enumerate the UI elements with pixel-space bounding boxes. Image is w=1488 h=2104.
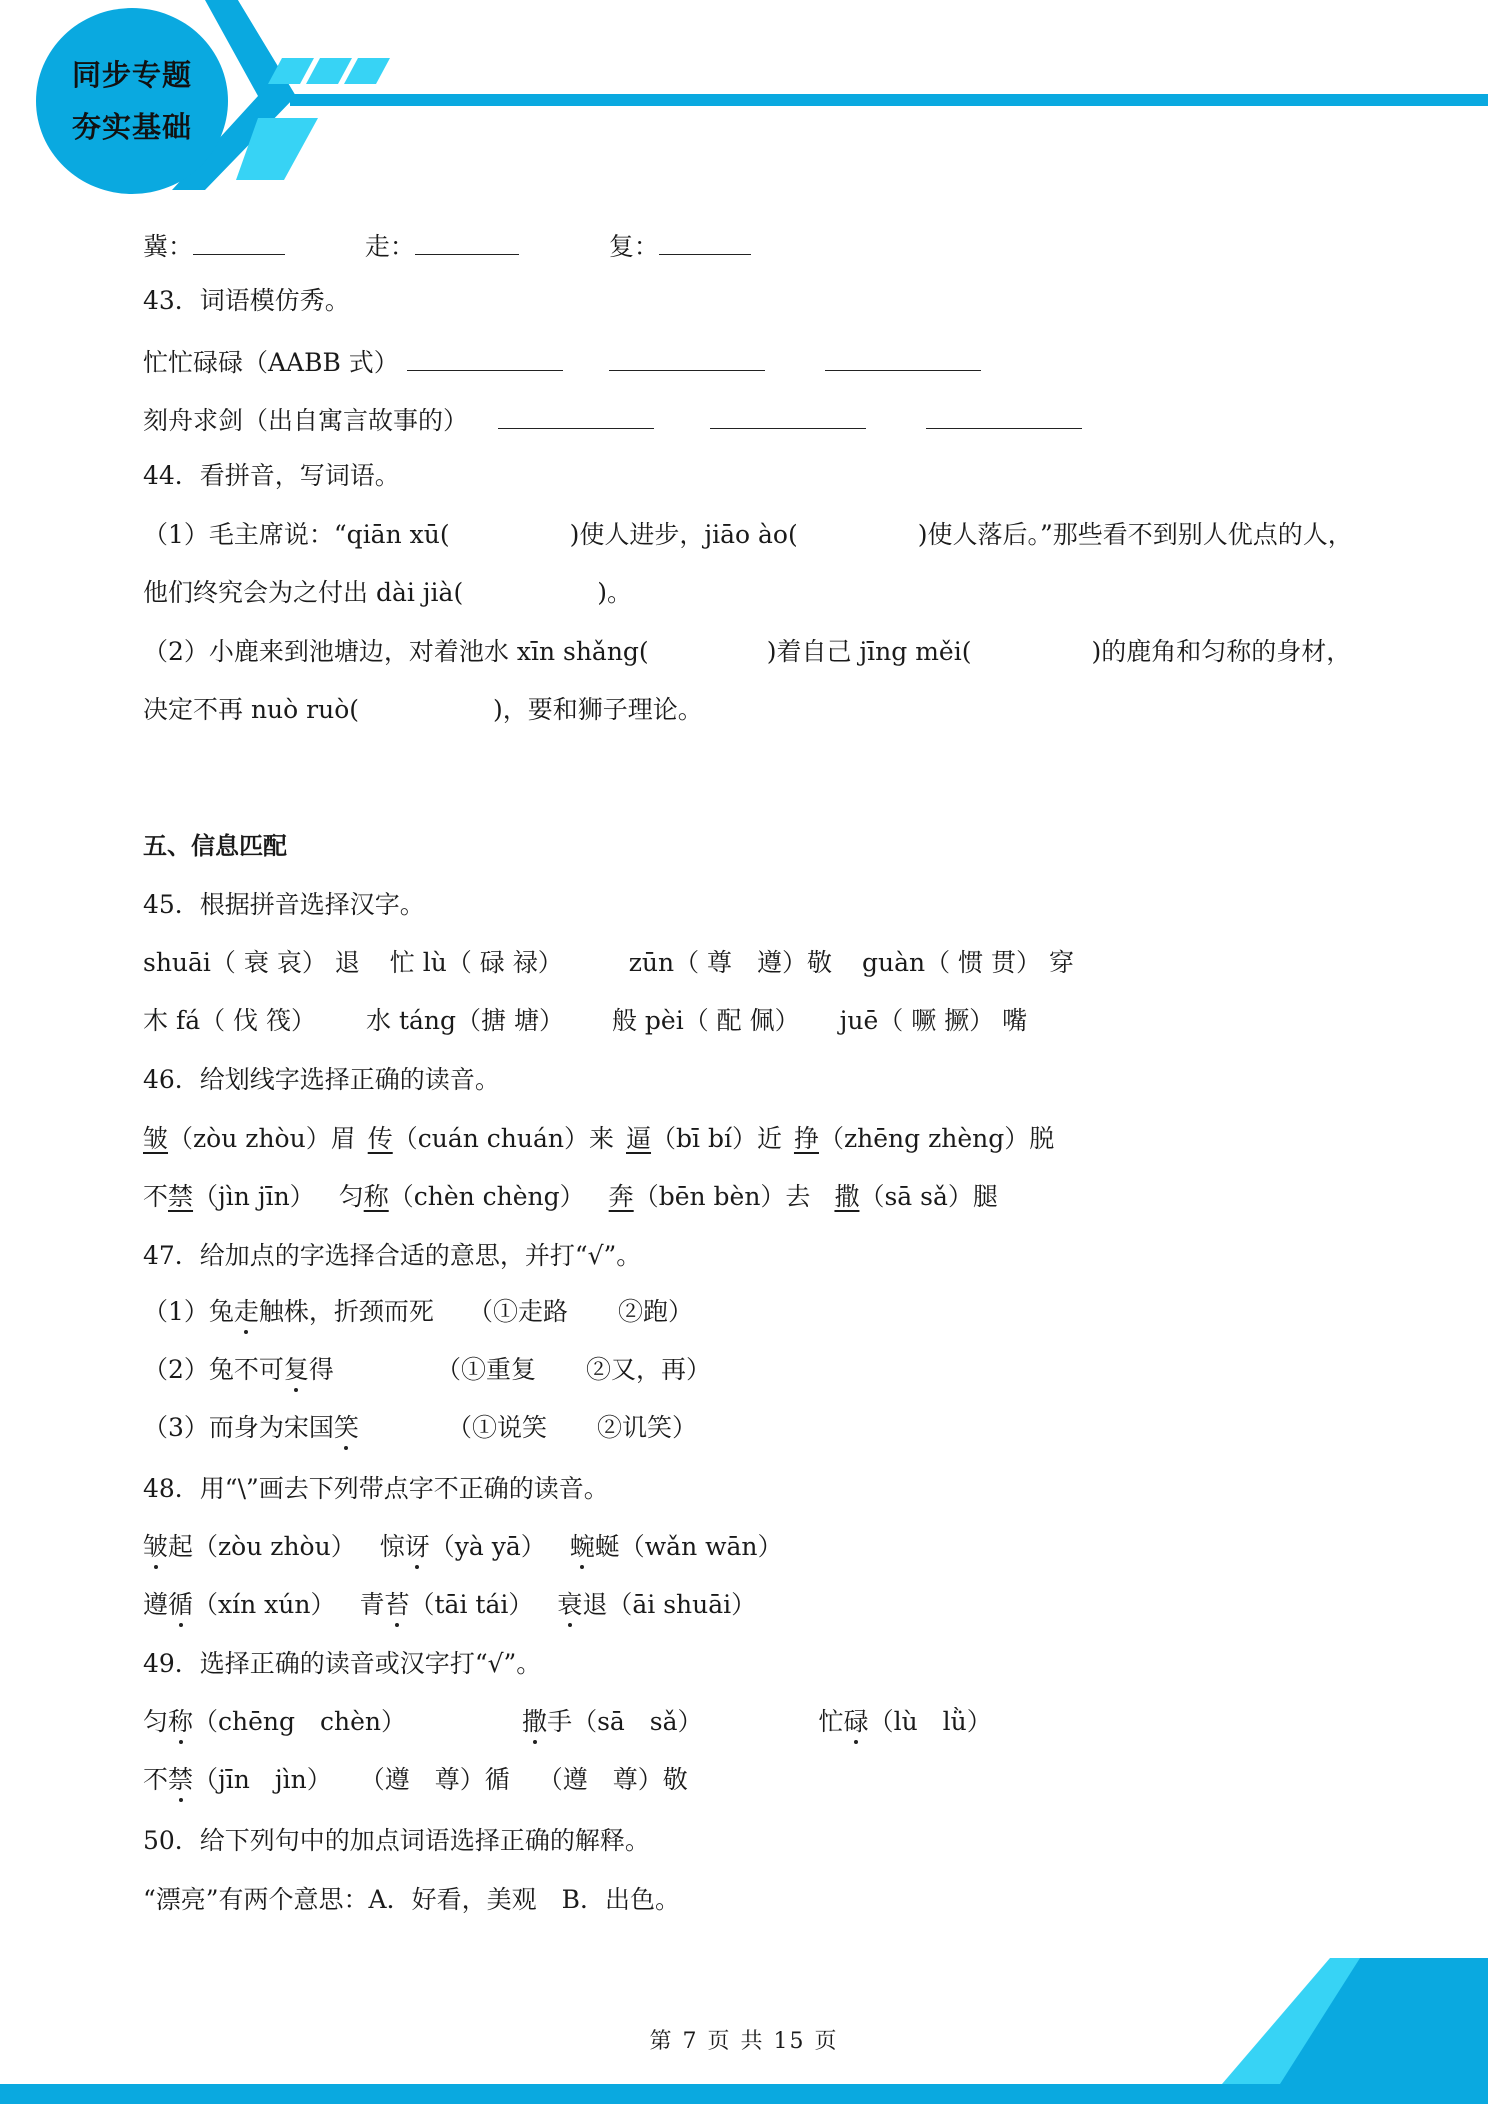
question-48: 48．用“\”画去下列带点字不正确的读音。 (143, 1474, 609, 1503)
label-zou: 走： (364, 232, 415, 261)
dotted-char: 蜿 (569, 1532, 595, 1561)
blank[interactable] (415, 228, 519, 255)
blank[interactable] (193, 228, 285, 255)
blank[interactable] (825, 344, 981, 371)
dotted-char: 称 (168, 1707, 194, 1736)
q44-1-line-b (143, 577, 632, 609)
dotted-char: 撒 (522, 1707, 548, 1736)
q45-item[interactable]: zūn（ 尊 遵）敬 (628, 948, 833, 977)
plain-char: 不 (143, 1765, 169, 1794)
q48-item[interactable]: 起（zòu zhòu） (168, 1532, 356, 1561)
q45-item[interactable]: 水 táng（搪 塘） (366, 1006, 564, 1035)
plain-char: 忙 (818, 1707, 844, 1736)
q48-item[interactable]: （xín xún） (193, 1590, 336, 1619)
q49-row-1 (143, 1706, 992, 1738)
blank[interactable] (498, 402, 654, 429)
q50-definition: “漂亮”有两个意思：A．好看，美观 B．出色。 (143, 1885, 680, 1914)
header-badge (36, 8, 228, 194)
badge-line-1: 同步专题 (71, 58, 192, 92)
q47-text: 得 (308, 1355, 334, 1384)
q45-row-1 (143, 947, 1074, 979)
blank[interactable] (926, 402, 1082, 429)
pinyin-options[interactable]: （zòu zhòu）眉 (168, 1124, 356, 1153)
q44-2-line-a (143, 636, 1351, 668)
q47-options[interactable]: （①走路 ②跑） (467, 1297, 693, 1326)
q49-item[interactable]: （lù lǜ） (868, 1707, 992, 1736)
q45-item[interactable]: shuāi（ 衰 哀） 退 (143, 948, 360, 977)
q44-2b: )着自己 jīng měi( (766, 637, 972, 666)
q47-item-3 (143, 1412, 697, 1444)
blank[interactable] (407, 344, 563, 371)
q49-item[interactable]: （chēng chèn） (193, 1707, 407, 1736)
q44-1d: 他们终究会为之付出 dài jià( (143, 578, 464, 607)
question-44: 44．看拼音，写词语。 (143, 461, 400, 490)
plain-char: 遵 (143, 1590, 169, 1619)
pinyin-options[interactable]: （jìn jīn） (193, 1182, 315, 1211)
underlined-char: 皱 (143, 1124, 169, 1153)
q48-row-1 (143, 1531, 783, 1563)
blank[interactable] (710, 402, 866, 429)
plain-char: 匀 (143, 1707, 169, 1736)
q44-1b: )使人进步，jiāo ào( (569, 520, 798, 549)
pinyin-options[interactable]: （sā sǎ）腿 (859, 1182, 998, 1211)
dotted-char: 苔 (384, 1590, 410, 1619)
underlined-char: 逼 (626, 1124, 652, 1153)
q47-text: （2）兔不可 (143, 1355, 284, 1384)
question-50: 50．给下列句中的加点词语选择正确的解释。 (143, 1826, 650, 1855)
q44-1-line-a (143, 519, 1353, 551)
question-47: 47．给加点的字选择合适的意思，并打“√”。 (143, 1241, 642, 1270)
q43a-label: 忙忙碌碌（AABB 式） (143, 348, 399, 377)
q46-row-2 (143, 1181, 998, 1213)
dotted-char: 笑 (333, 1413, 359, 1442)
q49-item[interactable]: （遵 尊）敬 (537, 1765, 688, 1794)
dotted-char: 讶 (404, 1532, 430, 1561)
q44-2a: （2）小鹿来到池塘边，对着池水 xīn shǎng( (143, 637, 649, 666)
dotted-char: 复 (283, 1355, 309, 1384)
q49-item[interactable]: （jīn jìn） (193, 1765, 332, 1794)
q47-options[interactable]: （①重复 ②又，再） (435, 1355, 711, 1384)
q44-2c: )的鹿角和匀称的身材， (1091, 637, 1352, 666)
pinyin-options[interactable]: （cuán chuán）来 (392, 1124, 614, 1153)
underlined-char: 传 (367, 1124, 393, 1153)
section-heading-5: 五、信息匹配 (143, 832, 287, 860)
q47-options[interactable]: （①说笑 ②讥笑） (446, 1413, 697, 1442)
q44-1a: （1）毛主席说：“qiān xū( (143, 520, 450, 549)
label-ji: 冀： (143, 232, 194, 261)
question-46: 46．给划线字选择正确的读音。 (143, 1065, 500, 1094)
plain-char: 青 (359, 1590, 385, 1619)
label-fu: 复： (608, 232, 659, 261)
q43b-label: 刻舟求剑（出自寓言故事的） (143, 406, 469, 435)
q48-item[interactable]: （yà yā） (429, 1532, 546, 1561)
q45-item[interactable]: 般 pèi（ 配 佩） (611, 1006, 800, 1035)
q45-item[interactable]: 忙 lù（ 碌 禄） (389, 948, 563, 977)
underlined-char: 称 (363, 1182, 389, 1211)
pinyin-options[interactable]: （chèn chèng） (388, 1182, 585, 1211)
q44-2d: 决定不再 nuò ruò( (143, 695, 360, 724)
dotted-char: 走 (233, 1297, 259, 1326)
q44-1c: )使人落后。”那些看不到别人优点的人， (917, 520, 1353, 549)
q45-item[interactable]: guàn（ 惯 贯） 穿 (862, 948, 1074, 977)
q47-text: 触株，折颈而死 (258, 1297, 434, 1326)
blank[interactable] (659, 228, 751, 255)
q43-line-b (143, 402, 1082, 437)
q47-item-1 (143, 1296, 693, 1328)
q49-row-2 (143, 1764, 688, 1796)
q49-item[interactable]: （遵 尊）循 (359, 1765, 510, 1794)
q47-text: （3）而身为宋国 (143, 1413, 334, 1442)
badge-line-2: 夯实基础 (71, 110, 192, 144)
page-number: 第 7 页 共 15 页 (649, 2029, 839, 2054)
plain-char: 匀 (338, 1182, 364, 1211)
plain-char: 惊 (379, 1532, 405, 1561)
dotted-char: 循 (168, 1590, 194, 1619)
q48-item[interactable]: 退（āi shuāi） (582, 1590, 757, 1619)
dotted-char: 衰 (557, 1590, 583, 1619)
dotted-char: 禁 (168, 1765, 194, 1794)
underlined-char: 挣 (793, 1124, 819, 1153)
q48-row-2 (143, 1589, 756, 1621)
q44-2-line-b (143, 694, 703, 726)
pinyin-options[interactable]: （zhēng zhèng）脱 (818, 1124, 1055, 1153)
q48-item[interactable]: 蜒（wǎn wān） (594, 1532, 783, 1561)
question-49: 49．选择正确的读音或汉字打“√”。 (143, 1649, 542, 1678)
pinyin-options[interactable]: （bēn bèn）去 (633, 1182, 811, 1211)
q43-line-a (143, 344, 981, 379)
q47-item-2 (143, 1354, 711, 1386)
q45-item[interactable]: juē（ 噘 撅） 嘴 (839, 1006, 1028, 1035)
q44-2e: )，要和狮子理论。 (493, 695, 703, 724)
question-45: 45．根据拼音选择汉字。 (143, 890, 425, 919)
question-43: 43．词语模仿秀。 (143, 286, 350, 315)
fill-line-1 (143, 228, 751, 263)
blank[interactable] (609, 344, 765, 371)
q47-text: （1）兔 (143, 1297, 234, 1326)
q48-item[interactable]: （tāi tái） (409, 1590, 534, 1619)
underlined-char: 禁 (168, 1182, 194, 1211)
q49-item[interactable]: 手（sā sǎ） (547, 1707, 703, 1736)
plain-char: 不 (143, 1182, 169, 1211)
dotted-char: 皱 (143, 1532, 169, 1561)
underlined-char: 奔 (608, 1182, 634, 1211)
q45-row-2 (143, 1005, 1027, 1037)
q46-row-1 (143, 1123, 1054, 1155)
q45-item[interactable]: 木 fá（ 伐 筏） (143, 1006, 316, 1035)
pinyin-options[interactable]: （bī bí）近 (651, 1124, 782, 1153)
q44-1e: )。 (597, 578, 632, 607)
dotted-char: 碌 (843, 1707, 869, 1736)
underlined-char: 撒 (834, 1182, 860, 1211)
